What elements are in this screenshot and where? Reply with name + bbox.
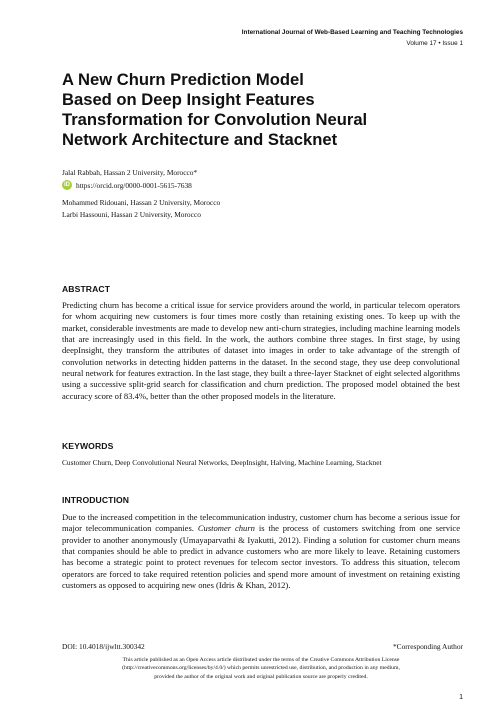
orcid-row bbox=[62, 180, 192, 190]
author-1: Jalal Rabbah, Hassan 2 University, Morocco* bbox=[62, 168, 198, 177]
introduction-heading: INTRODUCTION bbox=[62, 495, 130, 505]
title-line: A New Churn Prediction Model bbox=[62, 70, 304, 89]
author-3: Larbi Hassouni, Hassan 2 University, Morocco bbox=[62, 210, 201, 219]
abstract-text: Predicting churn has become a critical issue for service providers around the world, in particular telecom operators for whom acquiring new customers is four times more costly than retaining existing ones. To keep up with the market, considerable investments are made to develop new anti-churn strategies, including machine learning models that are increasingly used in this field. In the work, the authors combine three stages. In first stage, by using deepInsight, they transform the attributes of dataset into images in order to take advantage of the strength of convolution networks in detecting hidden patterns in the dataset. In the second stage, they use deep convolutional neural network for features extraction. In the last stage, they built a three-layer Stacknet of eight selected algorithms using a successive split-grid search for classification and churn prediction. The proposed model obtained the best accuracy score of 83.4%, better than the other proposed models in the literature. bbox=[62, 300, 461, 401]
abstract-heading: ABSTRACT bbox=[62, 284, 111, 294]
title-line: Network Architecture and Stacknet bbox=[62, 130, 338, 149]
license-line[interactable]: (http://creativecommons.org/licenses/by/4.0/) which permits unrestricted use, distribution, and production in any medium, bbox=[122, 665, 400, 672]
license-notice bbox=[62, 656, 460, 681]
volume-issue: Volume 17 • Issue 1 bbox=[406, 40, 463, 47]
orcid-link[interactable]: https://orcid.org/0000-0001-5615-7638 bbox=[76, 180, 192, 190]
doi[interactable]: DOI: 10.4018/ijwltt.300342 bbox=[62, 642, 145, 651]
introduction-text: Due to the increased competition in the telecommunication industry, customer churn has become a serious issue for major telecommunication companies. Customer churn is the process of customers switching from one service provider to another anonymously (Umayaparvathi & Iyakutti, 2012). Finding a solution for customer churn means that companies should be able to predict in advance customers who are more likely to leave. Retaining customers has become a strategic point to protect revenues for telecom sector investors. To address this situation, telecom operators are forced to take required retention policies and spend more amount of investment on retaining existing customers as opposed to acquiring new ones (Idris & Khan, 2012). bbox=[62, 512, 460, 591]
license-line: provided the author of the original work and original publication source are properly credited. bbox=[154, 673, 368, 680]
title-line: Transformation for Convolution Neural bbox=[62, 110, 368, 129]
emphasis-term: Customer churn bbox=[197, 523, 255, 534]
title-line: Based on Deep Insight Features bbox=[62, 90, 315, 109]
orcid-icon: iD bbox=[64, 182, 70, 188]
paper-title bbox=[62, 70, 472, 150]
author-2: Mohammed Ridouani, Hassan 2 University, Morocco bbox=[62, 198, 221, 207]
journal-name: International Journal of Web-Based Learning and Teaching Technologies bbox=[241, 29, 463, 36]
page-number: 1 bbox=[459, 694, 463, 701]
license-line: This article published as an Open Access article distributed under the terms of the Creative Commons Attribution License bbox=[122, 657, 400, 663]
corresponding-author-note: *Corresponding Author bbox=[392, 642, 463, 651]
keywords-text: Customer Churn, Deep Convolutional Neural Networks, DeepInsight, Halving, Machine Learning, Stacknet bbox=[62, 458, 382, 467]
keywords-heading: KEYWORDS bbox=[62, 441, 114, 451]
